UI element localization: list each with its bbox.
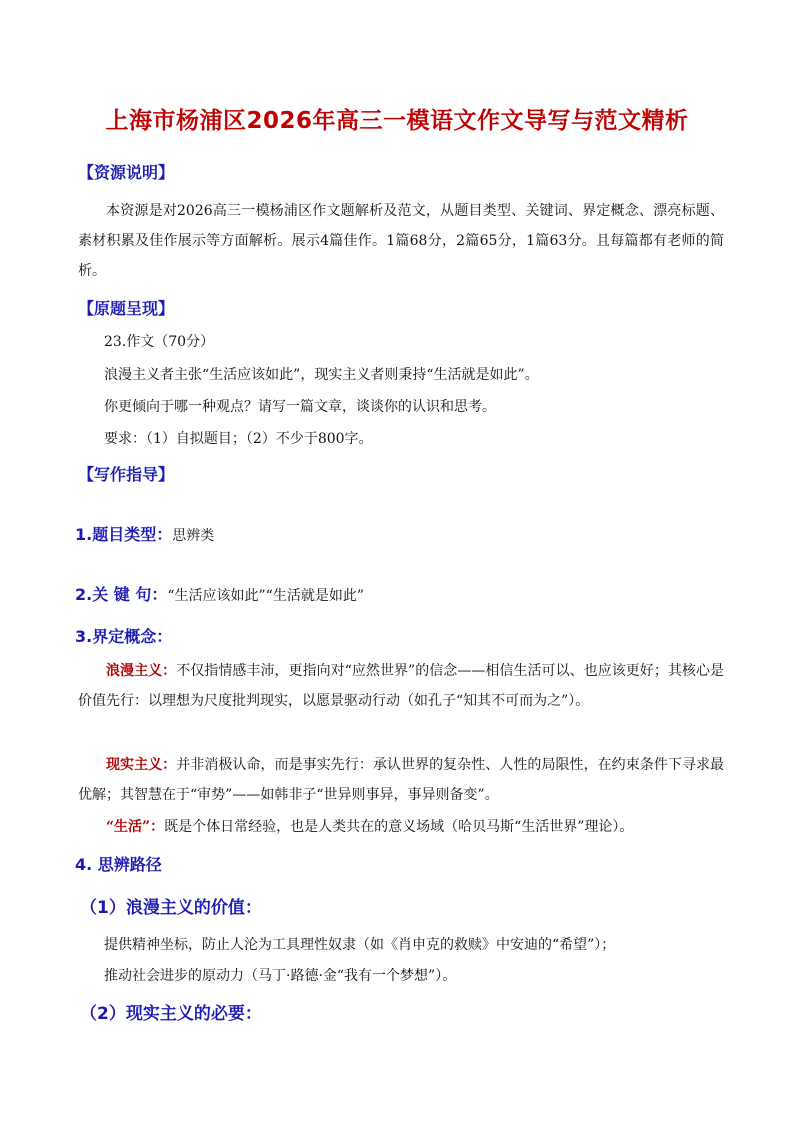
romantic-label: 浪漫主义： bbox=[106, 663, 177, 679]
question-line: 浪漫主义者主张“生活应该如此”，现实主义者则秉持“生活就是如此”。 bbox=[104, 367, 539, 383]
guide-type-value: 思辨类 bbox=[172, 528, 215, 544]
romantic-text: 不仅指情感丰沛，更指向对“应然世界”的信念——相信生活可以、也应该更好；其核心是价值先行：以理想为尺度批判现实，以愿景驱动行动（如孔子“知其不可而为之”）。 bbox=[78, 663, 725, 709]
question-line: 你更倾向于哪一种观点？请写一篇文章，谈谈你的认识和思考。 bbox=[104, 399, 496, 415]
realism-text: 并非消极认命，而是事实先行：承认世界的复杂性、人性的局限性，在约束条件下寻求最优解；其智慧在于“审势”——如韩非子“世异则事异，事异则备变”。 bbox=[78, 757, 724, 803]
romantic-value-line: 提供精神坐标，防止人沦为工具理性奴隶（如《肖申克的救赎》中安迪的“希望”）； bbox=[104, 937, 616, 953]
guide-keyword-value: “生活应该如此”“生活就是如此” bbox=[167, 588, 364, 604]
question-line: 23.作文（70分） bbox=[104, 334, 215, 350]
romantic-value-line: 推动社会进步的原动力（马丁·路德·金“我有一个梦想”）。 bbox=[104, 968, 457, 984]
guide-item-path: 4. 思辨路径 bbox=[75, 855, 162, 874]
subheading-realism-necessity: （2）现实主义的必要： bbox=[80, 1004, 262, 1024]
realism-label: 现实主义： bbox=[106, 757, 177, 773]
guide-type-label: 1.题目类型： bbox=[75, 525, 173, 544]
section-heading-resource: 【资源说明】 bbox=[78, 163, 175, 182]
question-line: 要求：（1）自拟题目；（2）不少于800字。 bbox=[104, 431, 373, 447]
definition-realism bbox=[78, 750, 724, 810]
guide-item-type bbox=[75, 522, 214, 545]
life-text: 既是个体日常经验，也是人类共在的意义场域（哈贝马斯“生活世界”理论）。 bbox=[164, 819, 634, 835]
subheading-romantic-value: （1）浪漫主义的价值： bbox=[80, 898, 262, 918]
definition-romantic bbox=[78, 656, 724, 716]
document-title: 上海市杨浦区2026年高三一模语文作文导写与范文精析 bbox=[105, 108, 689, 134]
life-label: “生活”： bbox=[106, 819, 165, 835]
definition-life bbox=[78, 812, 724, 842]
guide-keyword-label: 2.关 键 句： bbox=[75, 585, 168, 604]
section-heading-guide: 【写作指导】 bbox=[78, 465, 175, 484]
section-heading-question: 【原题呈现】 bbox=[78, 299, 175, 318]
resource-description: 本资源是对2026高三一模杨浦区作文题解析及范文，从题目类型、关键词、界定概念、漂亮标题、素材积累及佳作展示等方面解析。展示4篇佳作。1篇68分，2篇65分，1篇63分。且每篇都有老师的简析。 bbox=[78, 203, 724, 279]
guide-item-keyword bbox=[75, 582, 364, 605]
guide-item-define: 3.界定概念： bbox=[75, 627, 173, 646]
